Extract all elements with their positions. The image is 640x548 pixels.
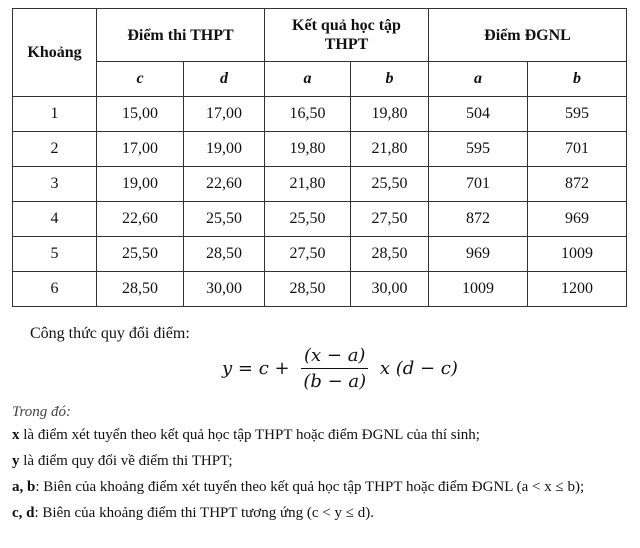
cell-b-dgnl: 1200	[528, 272, 627, 307]
cell-a-academic: 19,80	[265, 132, 351, 167]
table-row	[13, 132, 627, 167]
formula-rhs: x (d − c)	[374, 357, 458, 379]
header-dgnl: Điểm ĐGNL	[429, 9, 627, 62]
cell-a-dgnl: 872	[429, 202, 528, 237]
subheader-b-dgnl: b	[528, 62, 627, 97]
note-key: a, b	[12, 479, 36, 495]
cell-d: 19,00	[184, 132, 265, 167]
note-key: c, d	[12, 505, 35, 521]
cell-d: 25,50	[184, 202, 265, 237]
subheader-a-dgnl: a	[429, 62, 528, 97]
cell-b-dgnl: 1009	[528, 237, 627, 272]
cell-b-academic: 25,50	[351, 167, 429, 202]
cell-range: 3	[13, 167, 97, 202]
note-text: là điểm quy đổi về điểm thi THPT;	[19, 453, 233, 469]
cell-d: 17,00	[184, 97, 265, 132]
formula-lhs: y = c +	[222, 357, 296, 379]
formula-denominator: (b − a)	[303, 370, 367, 392]
notes-section	[12, 404, 632, 531]
cell-b-dgnl: 872	[528, 167, 627, 202]
cell-b-academic: 27,50	[351, 202, 429, 237]
cell-d: 30,00	[184, 272, 265, 307]
formula-label: Công thức quy đổi điểm:	[30, 325, 190, 342]
cell-c: 22,60	[97, 202, 184, 237]
conversion-formula	[222, 344, 458, 392]
cell-range: 2	[13, 132, 97, 167]
cell-a-academic: 25,50	[265, 202, 351, 237]
cell-a-academic: 21,80	[265, 167, 351, 202]
cell-b-academic: 30,00	[351, 272, 429, 307]
cell-b-dgnl: 595	[528, 97, 627, 132]
score-conversion-table	[12, 8, 627, 307]
cell-range: 5	[13, 237, 97, 272]
note-x	[12, 427, 632, 444]
cell-a-academic: 28,50	[265, 272, 351, 307]
cell-b-academic: 28,50	[351, 237, 429, 272]
cell-a-dgnl: 1009	[429, 272, 528, 307]
cell-b-dgnl: 969	[528, 202, 627, 237]
cell-range: 6	[13, 272, 97, 307]
note-a-b	[12, 479, 632, 496]
table-row	[13, 202, 627, 237]
cell-range: 1	[13, 97, 97, 132]
note-c-d	[12, 505, 632, 522]
formula-fraction	[300, 345, 369, 392]
cell-c: 19,00	[97, 167, 184, 202]
cell-a-dgnl: 701	[429, 167, 528, 202]
cell-range: 4	[13, 202, 97, 237]
table-row	[13, 97, 627, 132]
cell-c: 25,50	[97, 237, 184, 272]
header-thpt-exam: Điểm thi THPT	[97, 9, 265, 62]
cell-a-academic: 27,50	[265, 237, 351, 272]
formula-numerator: (x − a)	[301, 345, 368, 369]
note-y	[12, 453, 632, 470]
cell-d: 28,50	[184, 237, 265, 272]
cell-c: 17,00	[97, 132, 184, 167]
cell-d: 22,60	[184, 167, 265, 202]
subheader-c: c	[97, 62, 184, 97]
table-subheader-row	[13, 62, 627, 97]
header-range: Khoảng	[13, 9, 97, 97]
cell-a-dgnl: 969	[429, 237, 528, 272]
subheader-a-academic: a	[265, 62, 351, 97]
cell-a-dgnl: 595	[429, 132, 528, 167]
header-academic-result: Kết quả học tập THPT	[265, 9, 429, 62]
cell-b-dgnl: 701	[528, 132, 627, 167]
subheader-d: d	[184, 62, 265, 97]
cell-a-dgnl: 504	[429, 97, 528, 132]
cell-c: 15,00	[97, 97, 184, 132]
note-text: là điểm xét tuyển theo kết quả học tập THPT hoặc điểm ĐGNL của thí sinh;	[19, 427, 480, 443]
subheader-b-academic: b	[351, 62, 429, 97]
cell-b-academic: 21,80	[351, 132, 429, 167]
table-row	[13, 237, 627, 272]
table-header-row	[13, 9, 627, 62]
notes-intro: Trong đó:	[12, 404, 72, 420]
note-key: y	[12, 453, 20, 469]
note-text: : Biên của khoảng điểm xét tuyển theo kết quả học tập THPT hoặc điểm ĐGNL (a < x ≤ b);	[35, 479, 585, 495]
note-text: : Biên của khoảng điểm thi THPT tương ứng (c < y ≤ d).	[34, 505, 374, 521]
note-key: x	[12, 427, 20, 443]
cell-b-academic: 19,80	[351, 97, 429, 132]
cell-a-academic: 16,50	[265, 97, 351, 132]
cell-c: 28,50	[97, 272, 184, 307]
table-row	[13, 272, 627, 307]
table-row	[13, 167, 627, 202]
